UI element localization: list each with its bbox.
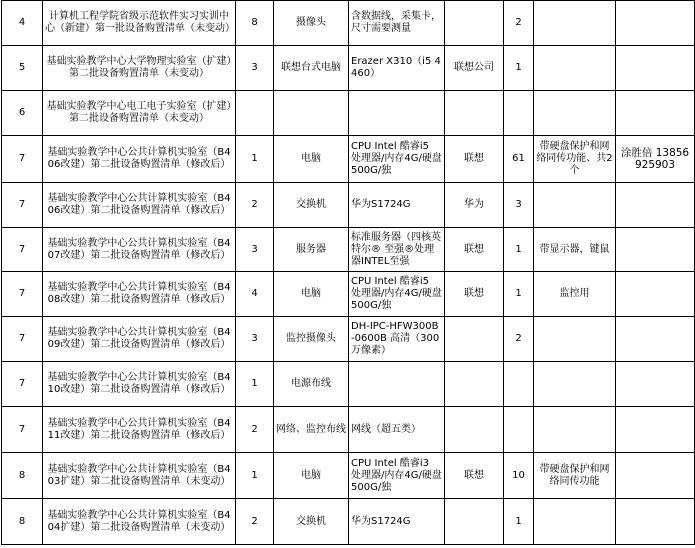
- cell-contact: [616, 272, 695, 317]
- cell-count: 1: [504, 228, 534, 272]
- cell-name: 基础实验教学中心公共计算机实验室（B411改建）第二批设备购置清单（修改后）: [43, 407, 236, 453]
- cell-count: 61: [504, 136, 534, 183]
- cell-seq: 7: [2, 228, 43, 272]
- cell-name: 基础实验教学中心公共计算机实验室（B406改建）第二批设备购置清单（修改后）: [43, 183, 236, 228]
- table-row: [2, 136, 695, 183]
- cell-contact: [616, 183, 695, 228]
- cell-name: 基础实验教学中心公共计算机实验室（B409改建）第二批设备购置清单（修改后）: [43, 317, 236, 362]
- table-row: [2, 183, 695, 228]
- cell-count: 2: [504, 317, 534, 362]
- cell-seq: 7: [2, 362, 43, 407]
- cell-contact: [616, 1, 695, 46]
- cell-item: 交换机: [274, 499, 349, 545]
- cell-qty: 3: [236, 228, 274, 272]
- cell-spec: CPU Intel 酷睿i3 处理器/内存4G/硬盘500G/独: [349, 453, 445, 499]
- cell-supplier: [445, 499, 504, 545]
- table-row: [2, 91, 695, 136]
- table-row: [2, 228, 695, 272]
- cell-supplier: [445, 317, 504, 362]
- cell-seq: 8: [2, 453, 43, 499]
- cell-seq: 8: [2, 499, 43, 545]
- cell-count: 1: [504, 272, 534, 317]
- cell-item: 联想台式电脑: [274, 46, 349, 91]
- cell-qty: 2: [236, 183, 274, 228]
- cell-name: 计算机工程学院省级示范软件实习实训中心（新建）第一批设备购置清单（未变动）: [43, 1, 236, 46]
- cell-qty: 1: [236, 453, 274, 499]
- cell-qty: 3: [236, 317, 274, 362]
- equipment-table: [1, 0, 695, 545]
- cell-seq: 7: [2, 183, 43, 228]
- cell-name: 基础实验教学中心公共计算机实验室（B404扩建）第二批设备购置清单（未变动）: [43, 499, 236, 545]
- cell-seq: 5: [2, 46, 43, 91]
- cell-note: [534, 183, 616, 228]
- cell-contact: [616, 453, 695, 499]
- table-row: [2, 362, 695, 407]
- cell-item: 电脑: [274, 272, 349, 317]
- cell-seq: 7: [2, 407, 43, 453]
- cell-contact: [616, 228, 695, 272]
- table-body: [2, 1, 695, 545]
- cell-seq: 7: [2, 136, 43, 183]
- cell-supplier: [445, 1, 504, 46]
- table-row: [2, 46, 695, 91]
- cell-seq: 6: [2, 91, 43, 136]
- cell-note: [534, 407, 616, 453]
- cell-item: 网络、监控布线: [274, 407, 349, 453]
- cell-item: 监控摄像头: [274, 317, 349, 362]
- table-row: [2, 499, 695, 545]
- cell-spec: 含数据线，采集卡，尺寸需要测量: [349, 1, 445, 46]
- cell-note: 带硬盘保护和网络同传功能、共2个: [534, 136, 616, 183]
- cell-contact: [616, 499, 695, 545]
- cell-qty: 8: [236, 1, 274, 46]
- cell-seq: 4: [2, 1, 43, 46]
- cell-item: 电脑: [274, 136, 349, 183]
- cell-note: [534, 362, 616, 407]
- cell-qty: 2: [236, 499, 274, 545]
- cell-contact: [616, 317, 695, 362]
- cell-note: [534, 1, 616, 46]
- cell-name: 基础实验教学中心公共计算机实验室（B403扩建）第二批设备购置清单（未变动）: [43, 453, 236, 499]
- cell-seq: 7: [2, 272, 43, 317]
- cell-spec: 华为S1724G: [349, 499, 445, 545]
- cell-name: 基础实验教学中心公共计算机实验室（B410改建）第二批设备购置清单（修改后）: [43, 362, 236, 407]
- cell-spec: 华为S1724G: [349, 183, 445, 228]
- cell-supplier: 华为: [445, 183, 504, 228]
- cell-item: [274, 91, 349, 136]
- cell-name: 基础实验教学中心公共计算机实验室（B406改建）第二批设备购置清单（修改后）: [43, 136, 236, 183]
- cell-count: [504, 407, 534, 453]
- cell-spec: 标准服务器（四核英特尔® 至强®处理器INTEL至强: [349, 228, 445, 272]
- cell-spec: Erazer X310（i5 4460）: [349, 46, 445, 91]
- cell-item: 电源布线: [274, 362, 349, 407]
- cell-item: 摄像头: [274, 1, 349, 46]
- cell-supplier: [445, 91, 504, 136]
- cell-contact: [616, 46, 695, 91]
- cell-supplier: 联想: [445, 453, 504, 499]
- cell-count: [504, 362, 534, 407]
- table-row: [2, 453, 695, 499]
- cell-name: 基础实验教学中心大学物理实验室（扩建）第二批设备购置清单（未变动）: [43, 46, 236, 91]
- cell-count: 3: [504, 183, 534, 228]
- cell-item: 服务器: [274, 228, 349, 272]
- cell-spec: 网线（超五类）: [349, 407, 445, 453]
- cell-spec: DH-IPC-HFW300B-0600B 高清（300万像素）: [349, 317, 445, 362]
- cell-spec: [349, 362, 445, 407]
- cell-note: [534, 46, 616, 91]
- cell-qty: [236, 91, 274, 136]
- table-row: [2, 407, 695, 453]
- cell-supplier: 联想: [445, 136, 504, 183]
- cell-count: [504, 91, 534, 136]
- cell-supplier: 联想: [445, 228, 504, 272]
- table-row: [2, 1, 695, 46]
- cell-contact: [616, 407, 695, 453]
- cell-name: 基础实验教学中心公共计算机实验室（B408改建）第二批设备购置清单（修改后）: [43, 272, 236, 317]
- cell-note: 监控用: [534, 272, 616, 317]
- cell-note: 带显示器，键鼠: [534, 228, 616, 272]
- cell-supplier: [445, 362, 504, 407]
- cell-contact: [616, 91, 695, 136]
- cell-qty: 1: [236, 362, 274, 407]
- cell-name: 基础实验教学中心电工电子实验室（扩建）第二批设备购置清单（未变动）: [43, 91, 236, 136]
- cell-count: 10: [504, 453, 534, 499]
- cell-supplier: 联想公司: [445, 46, 504, 91]
- cell-qty: 2: [236, 407, 274, 453]
- cell-supplier: 联想: [445, 272, 504, 317]
- cell-item: 电脑: [274, 453, 349, 499]
- cell-name: 基础实验教学中心公共计算机实验室（B407改建）第二批设备购置清单（修改后）: [43, 228, 236, 272]
- table-row: [2, 272, 695, 317]
- cell-count: 2: [504, 1, 534, 46]
- cell-spec: CPU Intel 酷睿i5 处理器/内存4G/硬盘500G/独: [349, 136, 445, 183]
- cell-qty: 1: [236, 136, 274, 183]
- cell-count: 1: [504, 499, 534, 545]
- cell-spec: [349, 91, 445, 136]
- table-row: [2, 317, 695, 362]
- cell-seq: 7: [2, 317, 43, 362]
- cell-note: [534, 91, 616, 136]
- cell-spec: CPU Intel 酷睿i5 处理器/内存4G/硬盘500G/独: [349, 272, 445, 317]
- cell-contact: [616, 362, 695, 407]
- cell-note: 带硬盘保护和网络同传功能: [534, 453, 616, 499]
- cell-supplier: [445, 407, 504, 453]
- cell-qty: 3: [236, 46, 274, 91]
- cell-contact: 涂胜倍 13856925903: [616, 136, 695, 183]
- cell-qty: 4: [236, 272, 274, 317]
- cell-note: [534, 499, 616, 545]
- cell-count: 1: [504, 46, 534, 91]
- cell-note: [534, 317, 616, 362]
- cell-item: 交换机: [274, 183, 349, 228]
